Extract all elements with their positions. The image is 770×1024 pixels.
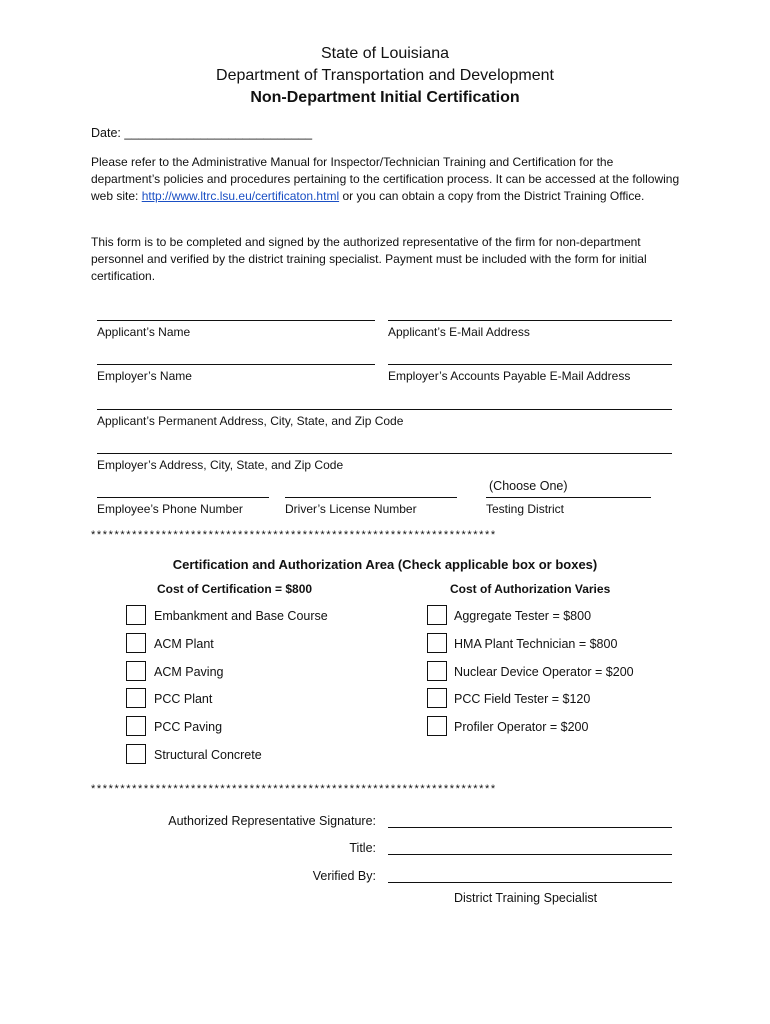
drivers-license-label: Driver’s License Number [285,502,417,516]
label-nuclear-device-operator: Nuclear Device Operator = $200 [454,665,634,679]
cost-certification-heading: Cost of Certification = $800 [157,582,313,596]
employer-name-field[interactable] [97,364,375,365]
drivers-license-field[interactable] [285,497,457,498]
intro-paragraph [91,154,681,205]
checkbox-pcc-field-tester[interactable] [427,688,447,708]
testing-district-field[interactable] [486,497,651,498]
employee-phone-label: Employee’s Phone Number [97,502,243,516]
intro-text: Please refer to the Administrative Manual for Inspector/Technician Training and Certification for the department’s policies and procedures pertaining to the certification process. It can be accessed at the following web site: [91,155,680,203]
checkbox-acm-paving[interactable] [126,661,146,681]
applicant-name-label: Applicant’s Name [97,325,191,339]
header-state: State of Louisiana [320,45,450,62]
applicant-email-field[interactable] [388,320,672,321]
applicant-address-label: Applicant’s Permanent Address, City, State, and Zip Code [97,414,404,428]
instructions-paragraph: This form is to be completed and signed by the authorized representative of the firm for non-department personnel and verified by the district training specialist. Payment must be included with the form for initial certification. [91,235,647,283]
header-department: Department of Transportation and Development [216,67,554,84]
label-profiler-operator: Profiler Operator = $200 [454,720,589,734]
employer-name-label: Employer’s Name [97,369,192,383]
label-hma-plant-technician: HMA Plant Technician = $800 [454,637,618,651]
title-field[interactable] [388,854,672,855]
verified-by-field[interactable] [388,882,672,883]
checkbox-acm-plant[interactable] [126,633,146,653]
cost-authorization-heading: Cost of Authorization Varies [450,582,611,596]
certification-link[interactable]: http://www.ltrc.lsu.eu/certificaton.html [141,189,340,203]
authorized-signature-label: Authorized Representative Signature: [168,814,376,828]
label-aggregate-tester: Aggregate Tester = $800 [454,609,592,623]
certification-title: Certification and Authorization Area (Check applicable box or boxes) [172,557,598,572]
label-embankment: Embankment and Base Course [154,609,328,623]
employer-ap-email-field[interactable] [388,364,672,365]
district-specialist-caption: District Training Specialist [454,891,598,905]
employer-ap-email-label: Employer’s Accounts Payable E-Mail Address [388,369,631,383]
date-field[interactable]: ___________________________ [124,126,313,140]
label-pcc-paving: PCC Paving [154,720,223,734]
applicant-email-label: Applicant’s E-Mail Address [388,325,530,339]
date-row [91,126,312,140]
separator-bottom: ********************************************************************* [91,783,497,795]
label-pcc-field-tester: PCC Field Tester = $120 [454,692,591,706]
employer-address-field[interactable] [97,453,672,454]
checkbox-aggregate-tester[interactable] [427,605,447,625]
checkbox-hma-plant-technician[interactable] [427,633,447,653]
label-pcc-plant: PCC Plant [154,692,213,706]
form-title: Non-Department Initial Certification [250,89,520,106]
separator-top: ********************************************************************* [91,529,497,541]
applicant-address-field[interactable] [97,409,672,410]
applicant-name-field[interactable] [97,320,375,321]
authorized-signature-field[interactable] [388,827,672,828]
checkbox-pcc-plant[interactable] [126,688,146,708]
employee-phone-field[interactable] [97,497,269,498]
date-label: Date: [91,126,121,140]
checkbox-profiler-operator[interactable] [427,716,447,736]
checkbox-embankment[interactable] [126,605,146,625]
intro-text-end: or you can obtain a copy from the District Training Office. [339,189,645,203]
checkbox-nuclear-device-operator[interactable] [427,661,447,681]
checkbox-structural-concrete[interactable] [126,744,146,764]
label-structural-concrete: Structural Concrete [154,748,262,762]
label-acm-paving: ACM Paving [154,665,224,679]
choose-one-note: (Choose One) [489,479,568,493]
testing-district-label: Testing District [486,502,565,516]
checkbox-pcc-paving[interactable] [126,716,146,736]
verified-by-label: Verified By: [312,869,376,883]
label-acm-plant: ACM Plant [154,637,214,651]
title-label: Title: [349,841,376,855]
employer-address-label: Employer’s Address, City, State, and Zip Code [97,458,344,472]
